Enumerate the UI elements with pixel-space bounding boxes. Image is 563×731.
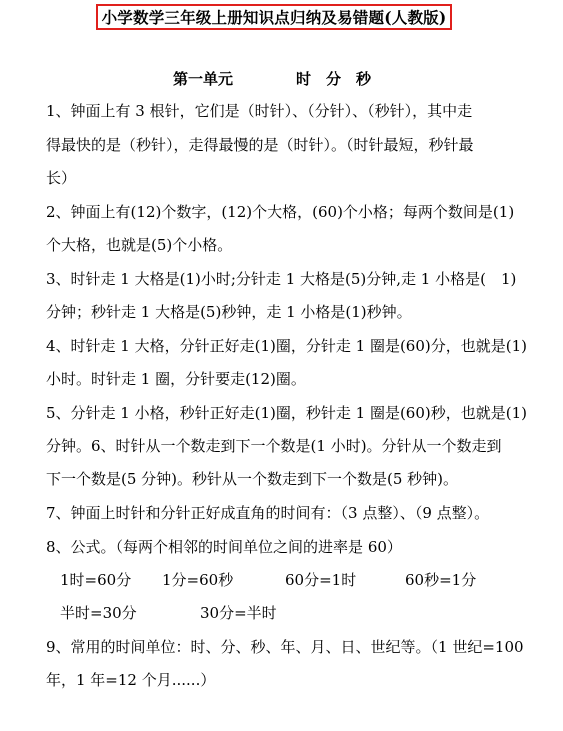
text-line: 长） [46, 169, 77, 187]
text-line: 2、钟面上有(12)个数字，(12)个大格，(60)个小格；每两个数间是(1) [46, 203, 515, 221]
unit-topic: 时 分 秒 [296, 70, 372, 88]
text-line: 1、钟面上有 3 根针，它们是（时针）、（分针）、（秒针），其中走 [46, 102, 473, 120]
text-line: 8、公式。（每两个相邻的时间单位之间的进率是 60） [46, 538, 402, 556]
text-line: 得最快的是（秒针），走得最慢的是（时针）。（时针最短，秒针最 [46, 136, 474, 154]
text-line: 4、时针走 1 大格，分针正好走(1)圈，分针走 1 圈是(60)分，也就是(1) [46, 337, 527, 355]
document-title: 小学数学三年级上册知识点归纳及易错题(人教版) [96, 4, 452, 30]
text-line: 小时。时针走 1 圈，分针要走(12)圈。 [46, 370, 306, 388]
text-line: 年，1 年=12 个月......） [46, 671, 216, 689]
text-line: 个大格，也就是(5)个小格。 [46, 236, 233, 254]
unit-label: 第一单元 [173, 70, 234, 88]
text-line: 分钟。6、时针从一个数走到下一个数是(1 小时)。分针从一个数走到 [46, 437, 502, 455]
text-line: 5、分针走 1 小格，秒针正好走(1)圈，秒针走 1 圈是(60)秒，也就是(1) [46, 404, 527, 422]
formula: 1时=60分 [60, 571, 132, 589]
formula: 半时=30分 [60, 604, 137, 622]
formula: 60分=1时 [285, 571, 357, 589]
text-line: 分钟；秒针走 1 大格是(5)秒钟，走 1 小格是(1)秒钟。 [46, 303, 412, 321]
formula: 30分=半时 [200, 604, 277, 622]
text-line: 下一个数是(5 分钟)。秒针从一个数走到下一个数是(5 秒钟)。 [46, 470, 459, 488]
formula: 60秒=1分 [405, 571, 477, 589]
text-line: 9、常用的时间单位：时、分、秒、年、月、日、世纪等。（1 世纪=100 [46, 638, 524, 656]
formula: 1分=60秒 [162, 571, 234, 589]
text-line: 3、时针走 1 大格是(1)小时;分针走 1 大格是(5)分钟,走 1 小格是( 1) [46, 270, 517, 288]
text-line: 7、钟面上时针和分针正好成直角的时间有：（3 点整）、（9 点整）。 [46, 504, 490, 522]
unit-heading [0, 68, 563, 90]
